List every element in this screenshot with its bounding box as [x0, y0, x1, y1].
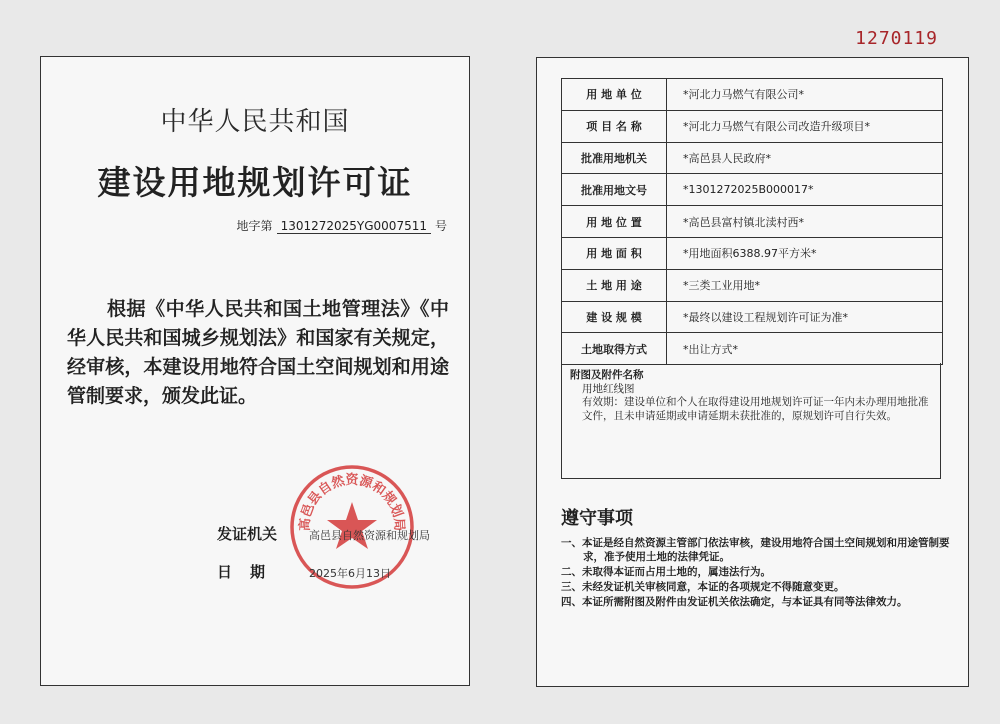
table-row [562, 301, 943, 333]
row-label: 用 地 面 积 [562, 237, 667, 269]
issuer-label: 发证机关 [217, 525, 278, 543]
attachments-label: 附图及附件名称 [570, 369, 644, 381]
issuer-value: 高邑县自然资源和规划局 [309, 529, 430, 542]
row-label: 建 设 规 模 [562, 301, 667, 333]
row-value: *1301272025B000017* [667, 174, 943, 206]
certificate-number-value: 1301272025YG0007511 [277, 219, 431, 234]
row-value: *三类工业用地* [667, 269, 943, 301]
land-info-table [561, 78, 943, 365]
attachments-validity: 有效期：建设单位和个人在取得建设用地规划许可证一年内未办理用地批准文件，且未申请延期或申请延期未获批准的，原规划许可自行失效。 [582, 396, 929, 422]
seal-text: 高邑县自然资源和规划局 [297, 473, 407, 532]
row-value: *最终以建设工程规划许可证为准* [667, 301, 943, 333]
certificate-number-suffix: 号 [434, 219, 447, 233]
table-row [562, 269, 943, 301]
certificate-number [237, 217, 447, 234]
certificate-title: 建设用地规划许可证 [97, 163, 413, 202]
table-row [562, 142, 943, 174]
serial-number: 1270119 [855, 28, 938, 49]
attachments-drawing: 用地红线图 [582, 382, 635, 395]
table-row [562, 206, 943, 238]
certificate-details-page [536, 57, 969, 687]
table-row [562, 174, 943, 206]
certificate-number-label: 地字第 [236, 219, 273, 233]
table-row [562, 79, 943, 111]
row-label: 土 地 用 途 [562, 269, 667, 301]
date-label: 日期 [217, 563, 284, 581]
note-item: 三、未经发证机关审核同意，本证的各项规定不得随意变更。 [561, 581, 845, 593]
row-label: 用 地 位 置 [562, 206, 667, 238]
certificate-body-text: 根据《中华人民共和国土地管理法》《中华人民共和国城乡规划法》和国家有关规定，经审核，本建设用地符合国土空间规划和用途管制要求，颁发此证。 [67, 298, 449, 407]
note-item: 二、未取得本证而占用土地的，属违法行为。 [561, 566, 771, 578]
row-label: 用 地 单 位 [562, 79, 667, 111]
date-value: 2025年6月13日 [309, 567, 391, 580]
note-item: 四、本证所需附图及附件由发证机关依法确定，与本证具有同等法律效力。 [561, 596, 908, 608]
row-label: 批准用地机关 [562, 142, 667, 174]
table-row [562, 237, 943, 269]
row-value: *河北力马燃气有限公司* [667, 79, 943, 111]
row-label: 土地取得方式 [562, 333, 667, 365]
country-title: 中华人民共和国 [160, 107, 350, 137]
row-label: 项 目 名 称 [562, 110, 667, 142]
note-item: 一、本证是经自然资源主管部门依法审核，建设用地符合国土空间规划和用途管制要求，准予使用土地的法律凭证。 [561, 537, 950, 563]
notes-title: 遵守事项 [561, 508, 633, 529]
row-value: *用地面积6388.97平方米* [667, 237, 943, 269]
attachments-box [561, 363, 941, 479]
table-row [562, 110, 943, 142]
row-value: *河北力马燃气有限公司改造升级项目* [667, 110, 943, 142]
certificate-cover-page [40, 56, 470, 686]
row-label: 批准用地文号 [562, 174, 667, 206]
row-value: *高邑县富村镇北渎村西* [667, 206, 943, 238]
row-value: *出让方式* [667, 333, 943, 365]
notes-list [561, 536, 950, 610]
row-value: *高邑县人民政府* [667, 142, 943, 174]
table-row [562, 333, 943, 365]
